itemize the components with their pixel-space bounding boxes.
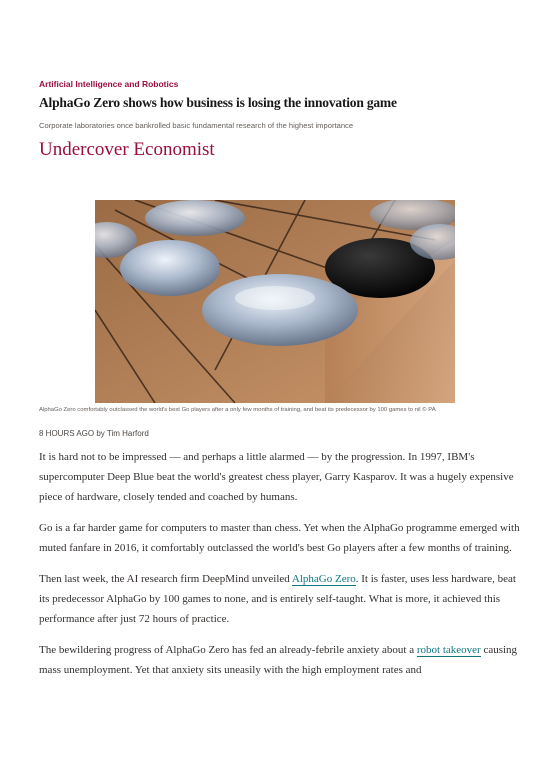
alphago-zero-link[interactable]: AlphaGo Zero [291,573,356,585]
byline [39,429,149,438]
timestamp: 8 HOURS AGO [39,429,95,438]
byline-by: by [96,429,105,438]
paragraph-4-text-end: causing mass unemployment. Yet that anxiety sits uneasily with the high employment rates and [39,644,518,676]
hero-image [95,200,455,403]
paragraph-3 [39,569,521,629]
paragraph-3-text-end: . It is faster, uses less hardware, beat its predecessor AlphaGo by 100 games to none, and is entirely self-taught. What is more, it achieved this performance after just 72 hours of practice. [39,573,516,625]
paragraph-3-text-start: Then last week, the AI research firm DeepMind unveiled [39,573,292,585]
robot-takeover-link[interactable]: robot takeover [416,644,481,656]
article-body [39,447,521,691]
paragraph-1: It is hard not to be impressed — and perhaps a little alarmed — by the progression. In 1997, IBM's supercomputer Deep Blue beat the world's greatest chess player, Garry Kasparov. It was a hugely expensive piece of hardware, closely tended and coached by humans. [39,451,514,503]
column-name[interactable]: Undercover Economist [39,139,215,160]
paragraph-2: Go is a far harder game for computers to master than chess. Yet when the AlphaGo programme emerged with muted fanfare in 2016, it comfortably outclassed the world's best Go players after a few months of training. [39,522,520,554]
paragraph-4-text-start: The bewildering progress of AlphaGo Zero has fed an already-febrile anxiety about a [39,644,417,656]
article-headline: AlphaGo Zero shows how business is losing the innovation game [39,95,397,110]
image-caption: AlphaGo Zero comfortably outclassed the world's best Go players after a only few months of training, and beat its predecessor by 100 games to nil © PA [39,407,436,413]
author-link[interactable]: Tim Harford [106,429,149,438]
paragraph-4 [39,640,521,680]
article-standfirst: Corporate laboratories once bankrolled basic fundamental research of the highest importance [39,121,354,130]
topic-tag[interactable]: Artificial Intelligence and Robotics [39,79,179,89]
